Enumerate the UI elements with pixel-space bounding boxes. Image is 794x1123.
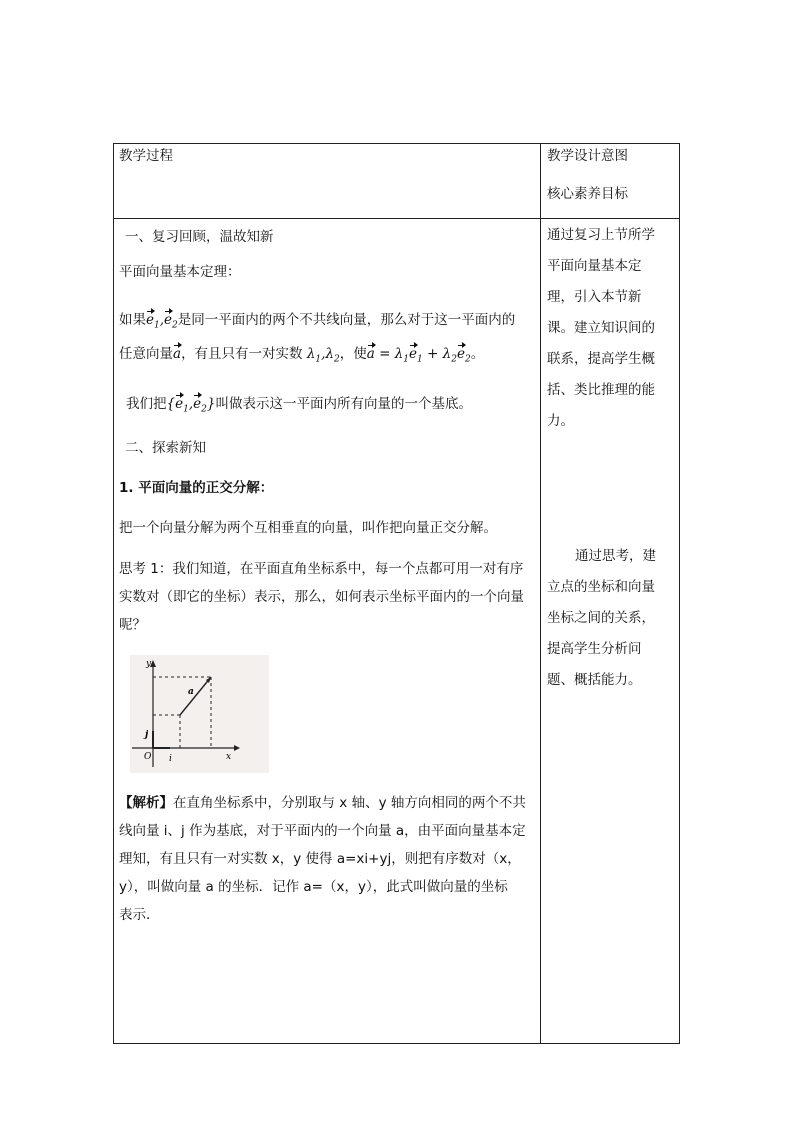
section2-title: 二、探索新知 [125, 440, 206, 456]
subsection1-title: 1. 平面向量的正交分解： [119, 480, 274, 496]
think-line: 思考 1：我们知道，在平面直角坐标系中，每一个点都可用一对有序 [119, 561, 524, 577]
theorem-title: 平面向量基本定理： [119, 264, 241, 280]
intent-note-line: 联系，提高学生概 [547, 351, 655, 367]
intent-note-line: 理，引入本节新 [547, 289, 642, 305]
orthogonal-definition: 把一个向量分解为两个互相垂直的向量，叫作把向量正交分解。 [119, 520, 497, 536]
vector-a: a [173, 346, 182, 362]
theorem-text: ，使 [339, 346, 367, 362]
basis-text: 我们把 [126, 396, 167, 412]
analysis-line: 表示． [119, 907, 160, 923]
a-label: a [188, 687, 194, 697]
intent-note-line: 通过思考，建 [575, 548, 656, 564]
analysis-line [119, 797, 526, 811]
basis-set: $\{e_1,e_2\}$ [166, 396, 216, 415]
intent-note-line: 坐标之间的关系， [547, 610, 655, 626]
intent-note-line: 平面向量基本定 [547, 258, 642, 274]
header-design-intent: 教学设计意图 [547, 148, 628, 164]
theorem-text: 任意向量 [119, 346, 173, 362]
header-core-literacy: 核心素养目标 [547, 186, 628, 202]
column-divider [540, 143, 541, 1044]
header-teaching-process: 教学过程 [119, 148, 173, 164]
x-label: x [226, 752, 232, 762]
intent-note-line: 立点的坐标和向量 [547, 579, 655, 595]
analysis-line: y），叫做向量 a 的坐标．记作 a=（x，y），此式叫做向量的坐标 [119, 879, 508, 895]
origin-label: O [144, 752, 152, 762]
theorem-line-1 [119, 314, 515, 331]
theorem-text: 如果 [119, 312, 146, 328]
theorem-text: ，有且只有一对实数 [181, 346, 303, 362]
intent-note-line: 括、类比推理的能 [547, 382, 655, 398]
intent-note-line: 提高学生分析问 [547, 641, 642, 657]
coordinate-figure [130, 655, 269, 773]
intent-note-line: 力。 [547, 413, 574, 429]
intent-note-line: 课。建立知识间的 [547, 320, 655, 336]
think-line: 实数对（即它的坐标）表示，那么，如何表示坐标平面内的一个向量 [119, 589, 524, 605]
x-axis-arrow [234, 745, 240, 751]
think-line: 呢？ [119, 617, 146, 633]
intent-note-line: 题、概括能力。 [547, 672, 642, 688]
basis-line [126, 398, 472, 415]
analysis-label: 【解析】 [119, 795, 173, 811]
coordinate-diagram [130, 655, 269, 773]
i-label: i [169, 754, 172, 764]
basis-text: 叫做表示这一平面内所有向量的一个基底。 [215, 396, 472, 412]
header-divider [113, 218, 680, 219]
lambda-pair: $\lambda_1,\lambda_2$ [306, 346, 340, 365]
theorem-text: 是同一平面内的两个不共线向量，那么对于这一平面内的 [177, 312, 516, 328]
theorem-text: 。 [470, 346, 485, 362]
decomposition-formula: $a = \lambda_1e_1 + \lambda_2e_2$ [366, 346, 471, 365]
analysis-text: 在直角坐标系中，分别取与 x 轴、y 轴方向相同的两个不共 [173, 795, 526, 811]
intent-note-line: 通过复习上节所学 [547, 227, 655, 243]
analysis-line: 线向量 i、j 作为基底，对于平面内的一个向量 a，由平面向量基本定 [119, 823, 526, 839]
vector-a-line [180, 677, 211, 715]
analysis-line: 理知，有且只有一对实数 x，y 使得 a=xi+yj，则把有序数对（x， [119, 851, 521, 867]
vector-e1: $e_1,e_2$ [146, 312, 178, 331]
theorem-line-2 [119, 348, 484, 365]
y-label: y [146, 659, 152, 669]
section1-title: 一、复习回顾，温故知新 [125, 229, 274, 245]
j-label: j [145, 730, 149, 740]
